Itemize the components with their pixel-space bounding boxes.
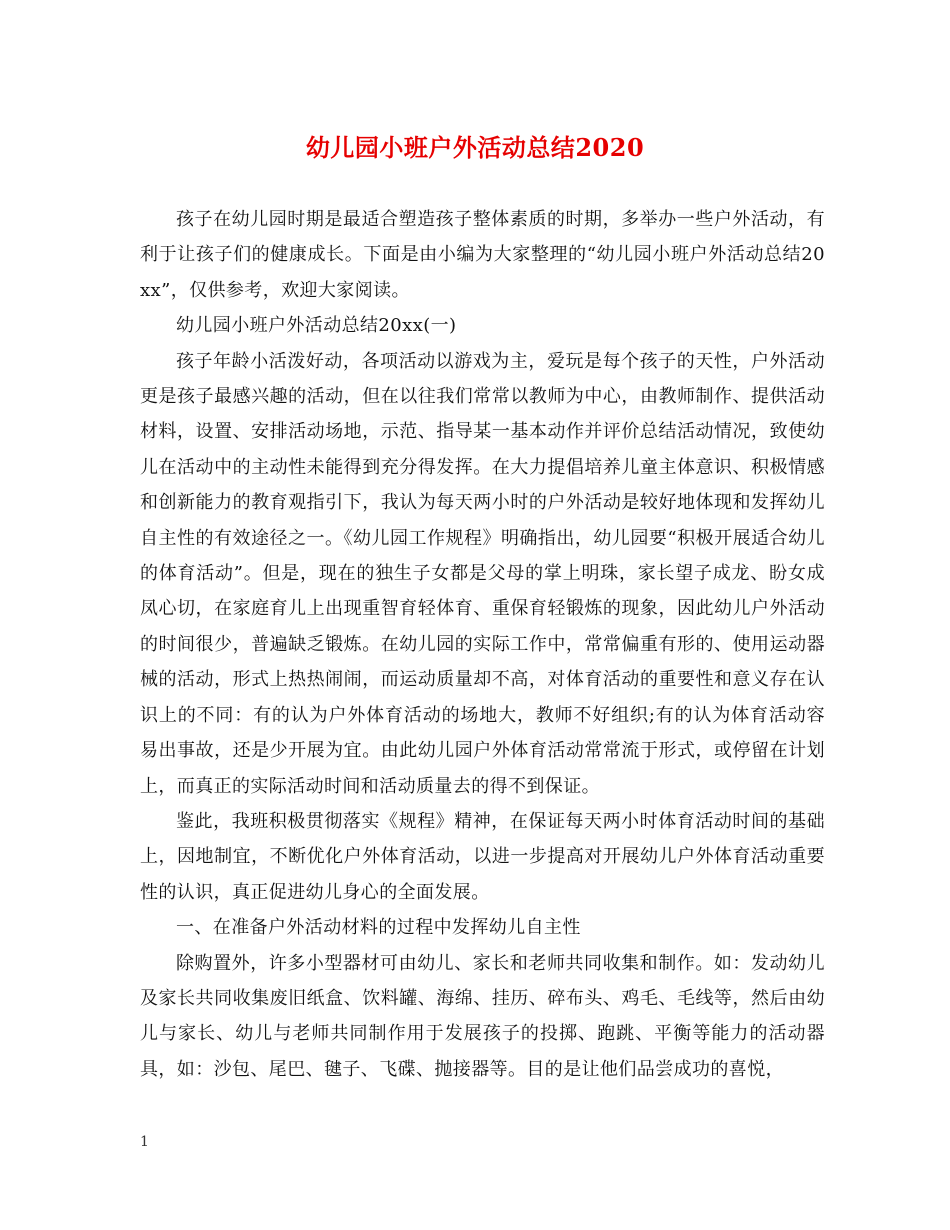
subsection-heading: 一、在准备户外活动材料的过程中发挥幼儿自主性 xyxy=(176,917,581,939)
section-heading: 幼儿园小班户外活动总结20xx(一) xyxy=(176,315,457,337)
body-paragraph: 孩子年龄小活泼好动，各项活动以游戏为主，爱玩是每个孩子的天性，户外活动更是孩子最感兴趣的活动，但在以往我们常常以教师为中心，由教师制作、提供活动材料，设置、安排活动场地，示范、指导某一基本动作并评价总结活动情况，致使幼儿在活动中的主动性未能得到充分得发挥。在大力提倡培养儿童主体意识、积极情感和创新能力的教育观指引下，我认为每天两小时的户外活动是较好地体现和发挥幼儿自主性的有效途径之一。《幼儿园工作规程》明确指出，幼儿园要“积极开展适合幼儿的体育活动”。但是，现在的独生子女都是父母的掌上明珠，家长望子成龙、盼女成凤心切，在家庭育儿上出现重智育轻体育、重保育轻锻炼的现象，因此幼儿户外活动的时间很少，普遍缺乏锻炼。在幼儿园的实际工作中，常常偏重有形的、使用运动器械的活动，形式上热热闹闹，而运动质量却不高，对体育活动的重要性和意义存在认识上的不同：有的认为户外体育活动的场地大，教师不好组织;有的认为体育活动容易出事故，还是少开展为宜。由此幼儿园户外体育活动常常流于形式，或停留在计划上，而真正的实际活动时间和活动质量去的得不到保证。 xyxy=(140,350,825,797)
intro-paragraph: 孩子在幼儿园时期是最适合塑造孩子整体素质的时期，多举办一些户外活动，有利于让孩子们的健康成长。下面是由小编为大家整理的“幼儿园小班户外活动总结20xx”，仅供参考，欢迎大家阅读。 xyxy=(140,209,825,301)
document-title: 幼儿园小班户外活动总结2020 xyxy=(305,133,645,162)
body-paragraph: 除购置外，许多小型器材可由幼儿、家长和老师共同收集和制作。如：发动幼儿及家长共同收集废旧纸盒、饮料罐、海绵、挂历、碎布头、鸡毛、毛线等，然后由幼儿与家长、幼儿与老师共同制作用于发展孩子的投掷、跑跳、平衡等能力的活动器具，如：沙包、尾巴、毽子、飞碟、抛接器等。目的是让他们品尝成功的喜悦， xyxy=(140,952,825,1080)
page-number: 1 xyxy=(140,1134,149,1150)
body-paragraph: 鉴此，我班积极贯彻落实《规程》精神，在保证每天两小时体育活动时间的基础上，因地制宜，不断优化户外体育活动，以进一步提高对开展幼儿户外体育活动重要性的认识，真正促进幼儿身心的全面发展。 xyxy=(140,810,825,903)
document-body xyxy=(140,202,825,1087)
